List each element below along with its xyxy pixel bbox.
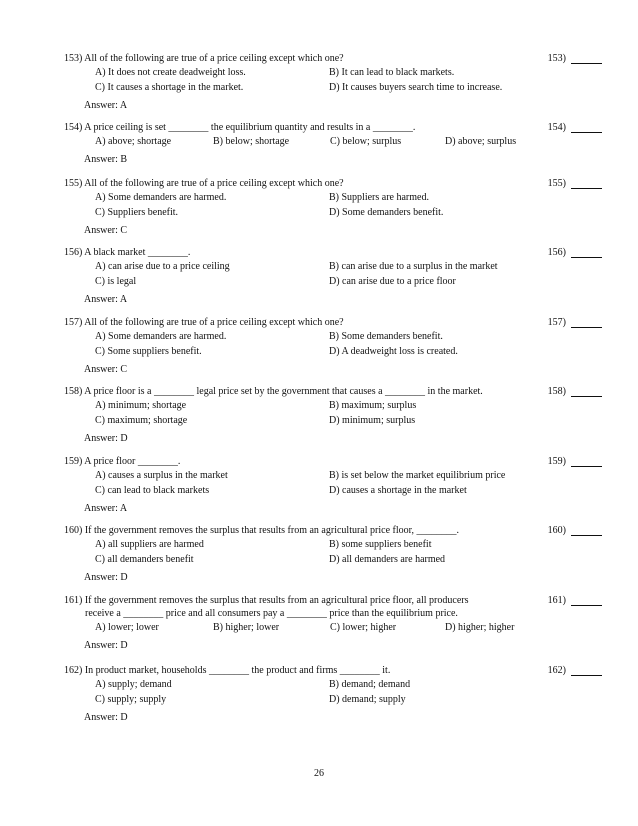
question-number: 153) xyxy=(547,53,566,64)
option-c: C) maximum; shortage xyxy=(95,415,188,426)
question-158 xyxy=(64,385,604,445)
option-a: A) It does not create deadweight loss. xyxy=(95,67,246,78)
question-153 xyxy=(64,52,604,112)
answer-blank[interactable] xyxy=(571,605,602,606)
option-a: A) lower; lower xyxy=(95,622,159,633)
option-d: D) A deadweight loss is created. xyxy=(329,346,458,357)
question-number: 154) xyxy=(547,122,566,133)
question-stem: 162) In product market, households ________ the product and firms ________ it. 162) xyxy=(64,664,604,677)
answer-line: Answer: A xyxy=(84,503,128,514)
answer-blank[interactable] xyxy=(571,327,602,328)
question-stem-continued: receive a ________ price and all consumers pay a ________ price than the equilibrium price. xyxy=(85,608,458,619)
question-stem: 155) All of the following are true of a price ceiling except which one? 155) xyxy=(64,177,604,190)
answer-blank[interactable] xyxy=(571,675,602,676)
question-number: 158) xyxy=(547,386,566,397)
question-stem: 161) If the government removes the surplus that results from an agricultural price floor, all producers 161) xyxy=(64,594,604,607)
option-d: D) above; surplus xyxy=(445,136,517,147)
answer-blank[interactable] xyxy=(571,396,602,397)
option-d: D) It causes buyers search time to increase. xyxy=(329,82,503,93)
option-b: B) can arise due to a surplus in the market xyxy=(329,261,498,272)
question-155 xyxy=(64,177,604,237)
answer-line: Answer: D xyxy=(84,572,128,583)
option-b: B) higher; lower xyxy=(213,622,280,633)
option-c: C) Suppliers benefit. xyxy=(95,207,179,218)
option-c: C) all demanders benefit xyxy=(95,554,194,565)
option-b: B) demand; demand xyxy=(329,679,411,690)
option-b: B) below; shortage xyxy=(213,136,290,147)
option-d: D) can arise due to a price floor xyxy=(329,276,456,287)
option-c: C) below; surplus xyxy=(330,136,402,147)
question-stem: 157) All of the following are true of a price ceiling except which one? 157) xyxy=(64,316,604,329)
option-c: C) It causes a shortage in the market. xyxy=(95,82,244,93)
question-stem: 153) All of the following are true of a price ceiling except which one? 153) xyxy=(64,52,604,65)
option-d: D) all demanders are harmed xyxy=(329,554,446,565)
answer-line: Answer: C xyxy=(84,225,128,236)
question-number: 161) xyxy=(547,595,566,606)
question-number: 160) xyxy=(547,525,566,536)
answer-line: Answer: A xyxy=(84,100,128,111)
question-number: 157) xyxy=(547,317,566,328)
option-a: A) above; shortage xyxy=(95,136,172,147)
option-a: A) all suppliers are harmed xyxy=(95,539,204,550)
answer-line: Answer: D xyxy=(84,640,128,651)
option-d: D) minimum; surplus xyxy=(329,415,416,426)
option-d: D) causes a shortage in the market xyxy=(329,485,467,496)
answer-line: Answer: C xyxy=(84,364,128,375)
question-number: 159) xyxy=(547,456,566,467)
option-a: A) causes a surplus in the market xyxy=(95,470,228,481)
page-number: 26 xyxy=(314,768,324,779)
option-d: D) higher; higher xyxy=(445,622,515,633)
option-c: C) can lead to black markets xyxy=(95,485,210,496)
question-162 xyxy=(64,664,604,724)
option-b: B) Suppliers are harmed. xyxy=(329,192,429,203)
answer-blank[interactable] xyxy=(571,466,602,467)
answer-line: Answer: B xyxy=(84,154,128,165)
question-stem: 160) If the government removes the surplus that results from an agricultural price floor, ________. 160) xyxy=(64,524,604,537)
answer-blank[interactable] xyxy=(571,257,602,258)
question-number: 162) xyxy=(547,665,566,676)
option-c: C) is legal xyxy=(95,276,137,287)
option-a: A) minimum; shortage xyxy=(95,400,187,411)
option-a: A) supply; demand xyxy=(95,679,172,690)
option-c: C) supply; supply xyxy=(95,694,167,705)
question-number: 155) xyxy=(547,178,566,189)
question-161 xyxy=(64,594,604,652)
question-159 xyxy=(64,455,604,515)
option-b: B) maximum; surplus xyxy=(329,400,417,411)
question-stem: 159) A price floor ________. 159) xyxy=(64,455,604,468)
option-b: B) some suppliers benefit xyxy=(329,539,432,550)
option-a: A) Some demanders are harmed. xyxy=(95,192,227,203)
option-a: A) Some demanders are harmed. xyxy=(95,331,227,342)
option-c: C) lower; higher xyxy=(330,622,397,633)
option-c: C) Some suppliers benefit. xyxy=(95,346,202,357)
option-a: A) can arise due to a price ceiling xyxy=(95,261,230,272)
option-d: D) demand; supply xyxy=(329,694,406,705)
option-b: B) Some demanders benefit. xyxy=(329,331,443,342)
question-number: 156) xyxy=(547,247,566,258)
question-stem: 158) A price floor is a ________ legal price set by the government that causes a ________ in the market. 158) xyxy=(64,385,604,398)
answer-blank[interactable] xyxy=(571,188,602,189)
question-157 xyxy=(64,316,604,376)
question-156 xyxy=(64,246,604,306)
answer-line: Answer: D xyxy=(84,433,128,444)
answer-line: Answer: A xyxy=(84,294,128,305)
option-b: B) It can lead to black markets. xyxy=(329,67,455,78)
option-b: B) is set below the market equilibrium price xyxy=(329,470,506,481)
answer-blank[interactable] xyxy=(571,63,602,64)
question-stem: 154) A price ceiling is set ________ the equilibrium quantity and results in a ________. 154) xyxy=(64,121,604,134)
option-d: D) Some demanders benefit. xyxy=(329,207,444,218)
answer-line: Answer: D xyxy=(84,712,128,723)
question-160 xyxy=(64,524,604,584)
question-154 xyxy=(64,121,604,166)
question-stem: 156) A black market ________. 156) xyxy=(64,246,604,259)
answer-blank[interactable] xyxy=(571,132,602,133)
answer-blank[interactable] xyxy=(571,535,602,536)
